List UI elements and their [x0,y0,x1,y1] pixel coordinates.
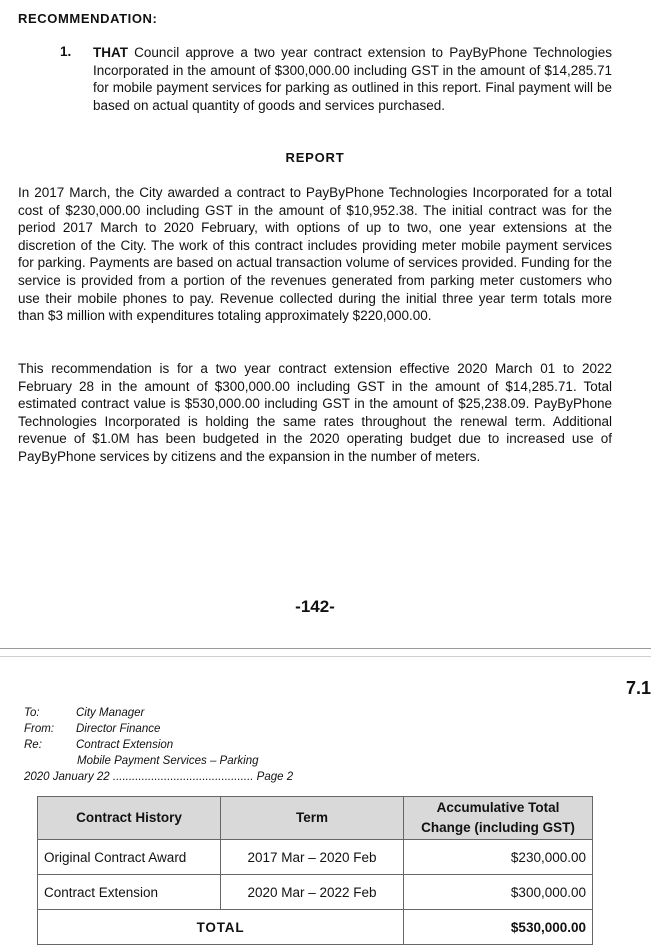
recommendation-body: Council approve a two year contract extension to PayByPhone Technologies Incorporated in the amount of $300,000.00 including GST in the amount of $14,285.71 for mobile payment services for parking as outlined in this report. Final payment will be based on actual quantity of goods and services purchased. [93,45,612,113]
memo-from-label: From: [24,723,55,735]
table-cell-term: 2020 Mar – 2022 Feb [221,875,404,910]
report-paragraph-2: This recommendation is for a two year contract extension effective 2020 March 01 to 2022 February 28 in the amount of $300,000.00 including GST in the amount of $14,285.71. Total estimated contract value is $530,000.00 including GST in the amount of $25,238.09. PayByPhone Technologies Incorporated is holding the same rates throughout the renewal term. Additional revenue of $1.0M has been budgeted in the 2020 operating budget due to increased use of PayByPhone services by citizens and the expansion in the number of meters. [18,361,612,464]
table-cell-contract: Original Contract Award [38,840,221,875]
memo-re [24,737,173,753]
contract-history-table [37,796,593,945]
table-total-label: TOTAL [38,910,404,945]
table-total-value: $530,000.00 [404,910,593,945]
table-header-contract-history: Contract History [38,797,221,840]
memo-from [24,721,160,737]
memo-re-label: Re: [24,739,42,751]
table-row [38,875,593,910]
table-row [38,840,593,875]
recommendation-heading: RECOMMENDATION: [18,11,158,26]
table-header-accumulative-total: Accumulative Total Change (including GST) [404,797,593,840]
report-paragraph-1: In 2017 March, the City awarded a contract to PayByPhone Technologies Incorporated for a total cost of $230,000.00 including GST in the amount of $10,952.38. The initial contract was for the period 2017 March to 2020 February, with options of up to two, one year extensions at the discretion of the City. The work of this contract includes providing meter mobile payment services for parking. Payments are based on actual transaction volume of services provided. Funding for the service is provided from a portion of the revenues generated from parking meter customers who use their mobile phones to pay. Revenue collected during the initial three year term totals more than $3 million with expenditures totaling approximately $220,000.00. [18,185,612,324]
table-cell-term: 2017 Mar – 2020 Feb [221,840,404,875]
table-cell-contract: Contract Extension [38,875,221,910]
memo-date-page: 2020 January 22 ............................................ Page 2 [24,771,294,783]
table-cell-amount: $300,000.00 [404,875,593,910]
memo-from-value: Director Finance [76,723,161,735]
recommendation-item-number: 1. [60,44,72,59]
memo-to [24,705,144,721]
memo-re-line-2: Mobile Payment Services – Parking [77,755,259,767]
page-divider-secondary [0,656,651,657]
table-header-row [38,797,593,840]
table-cell-amount: $230,000.00 [404,840,593,875]
page-divider [0,648,651,649]
page-number: -142- [295,597,335,616]
recommendation-lead: THAT [93,45,128,60]
agenda-item-number: 7.1 [625,678,651,698]
table-total-row [38,910,593,945]
recommendation-text [93,44,612,114]
memo-to-label: To: [24,707,40,719]
memo-to-value: City Manager [76,707,145,719]
memo-re-value: Contract Extension [76,739,174,751]
table-header-term: Term [221,797,404,840]
report-heading: REPORT [285,150,345,165]
